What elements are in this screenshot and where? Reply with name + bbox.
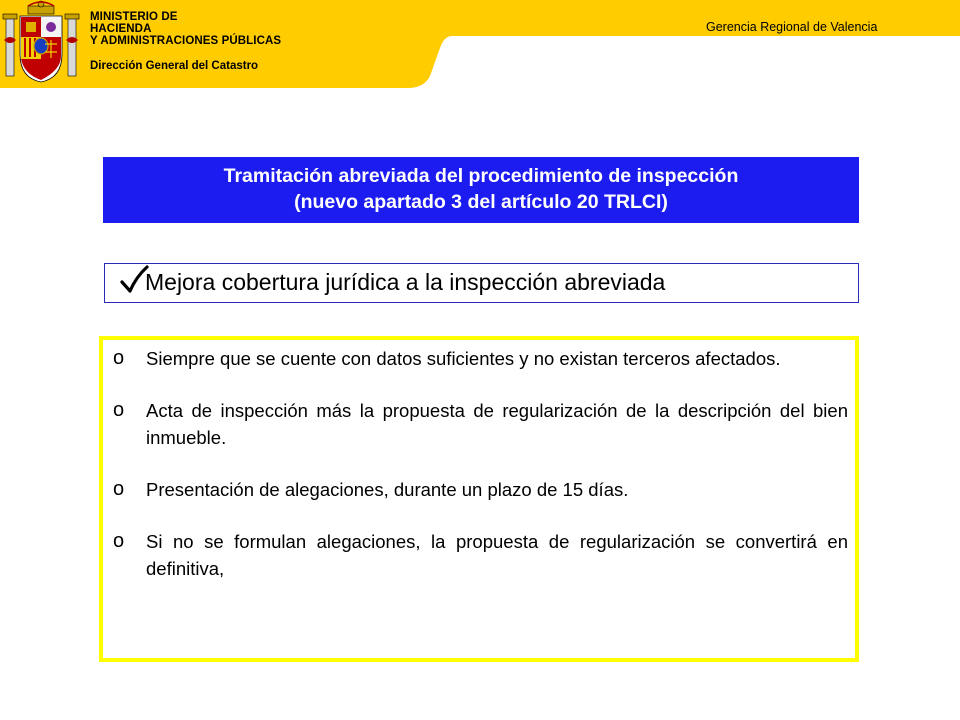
ministry-name xyxy=(90,11,281,47)
bullet-text: Presentación de alegaciones, durante un plazo de 15 días. xyxy=(146,479,629,500)
list-item xyxy=(113,476,848,503)
slide-title-line-2: (nuevo apartado 3 del artículo 20 TRLCI) xyxy=(294,191,668,213)
bullet-marker: o xyxy=(113,478,125,500)
regional-office-name: Gerencia Regional de Valencia xyxy=(706,20,878,34)
ministry-line-2: HACIENDA xyxy=(90,23,152,35)
highlight-box xyxy=(104,263,859,303)
bullet-marker: o xyxy=(113,399,125,421)
bullet-text: Si no se formulan alegaciones, la propuesta de regularización se convertirá en definitiva, xyxy=(146,531,848,579)
bullet-marker: o xyxy=(113,530,125,552)
list-item xyxy=(113,345,848,372)
bullet-text: Acta de inspección más la propuesta de regularización de la descripción del bien inmueble. xyxy=(146,400,848,448)
slide-title-box xyxy=(103,157,859,223)
highlight-text: Mejora cobertura jurídica a la inspección abreviada xyxy=(145,269,666,295)
bullet-list xyxy=(113,345,848,607)
directorate-name: Dirección General del Catastro xyxy=(90,60,259,72)
list-item xyxy=(113,528,848,582)
bullet-text: Siempre que se cuente con datos suficientes y no existan terceros afectados. xyxy=(146,348,781,369)
ministry-line-1: MINISTERIO DE xyxy=(90,11,178,23)
bullet-marker: o xyxy=(113,347,125,369)
spanish-coat-of-arms-icon xyxy=(2,0,82,84)
ministry-line-3: Y ADMINISTRACIONES PÚBLICAS xyxy=(90,35,282,47)
list-item xyxy=(113,397,848,451)
bullet-points-box xyxy=(99,336,859,662)
slide-title-line-1: Tramitación abreviada del procedimiento de inspección xyxy=(223,165,739,187)
